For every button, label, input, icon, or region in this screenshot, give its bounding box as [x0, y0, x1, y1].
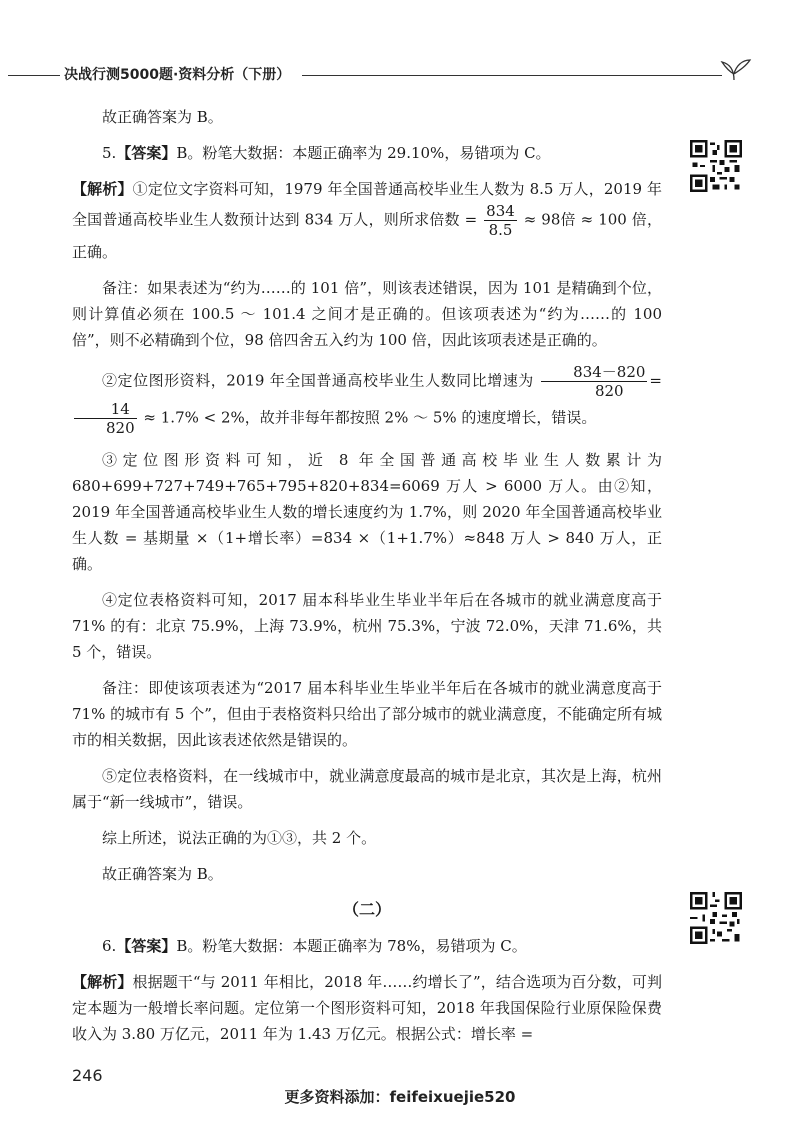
question-number: 5.: [102, 144, 117, 162]
question-5-analysis-1: [72, 176, 662, 265]
summary: 综上所述，说法正确的为①③，共 2 个。: [102, 829, 377, 847]
analysis-4: ④定位表格资料可知，2017 届本科毕业生毕业半年后在各城市的就业满意度高于 71% 的有：北京 75.9%，上海 73.9%，杭州 75.3%，宁波 72.0%，天津 71.6%，共 5 个，错误。: [72, 591, 662, 661]
qr-code-icon[interactable]: [690, 892, 742, 944]
fraction-denominator: 8.5: [488, 221, 513, 239]
final-answer: 故正确答案为 B。: [102, 865, 223, 883]
analysis-label: 【解析】: [72, 973, 133, 991]
header-rule-right: [302, 75, 722, 76]
question-5-answer-line: [72, 140, 662, 166]
question-6-answer-line: [72, 933, 662, 959]
analysis-text: ≈ 1.7% < 2%，故并非每年都按照 2% ～ 5% 的速度增长，错误。: [143, 408, 597, 427]
sprout-icon: [716, 52, 756, 82]
note-1: 备注：如果表述为“约为……的 101 倍”，则该表述错误，因为 101 是精确到个位，则计算值必须在 100.5 ～ 101.4 之间才是正确的。但该项表述为“约为……的 100 倍”，则不必精确到个位，98 倍四舍五入约为 100 倍，因此该项表述是正确的。: [72, 279, 662, 349]
analysis-label: 【解析】: [72, 180, 133, 198]
analysis-text: ≈ 98倍 ≈ 100 倍，正确。: [72, 210, 662, 261]
fraction-numerator: 834: [486, 202, 515, 220]
equals-sign: =: [649, 371, 662, 390]
answer-text: B。粉笔大数据：本题正确率为 78%，易错项为 C。: [176, 937, 527, 955]
page-number: 246: [72, 1066, 103, 1085]
answer-label: 【答案】: [116, 144, 177, 162]
fraction: [74, 400, 137, 437]
question-6-analysis: [72, 969, 662, 1047]
running-header-title: 决战行测5000题·资料分析（下册）: [64, 67, 291, 83]
fraction-numerator: 14: [74, 400, 137, 419]
analysis-2: [72, 363, 662, 437]
fraction: [484, 202, 517, 239]
fraction-numerator: 834－820: [541, 363, 647, 382]
qr-code-icon[interactable]: [690, 140, 742, 192]
analysis-3: ③定位图形资料可知，近 8 年全国普通高校毕业生人数累计为 680+699+727+749+765+795+820+834=6069 万人 > 6000 万人。由②知，2019 年全国普通高校毕业生人数的增长速度约为 1.7%，则 2020 年全国普通高校毕业生人数 = 基期量 ×（1+增长率）=834 ×（1+1.7%）≈848 万人 > 840 万人，正确。: [72, 451, 662, 573]
analysis-text: ②定位图形资料，2019 年全国普通高校毕业生人数同比增速为: [102, 371, 534, 390]
section-title: （二）: [342, 900, 391, 919]
answer-text: B。粉笔大数据：本题正确率为 29.10%，易错项为 C。: [176, 144, 551, 162]
analysis-5: ⑤定位表格资料，在一线城市中，就业满意度最高的城市是北京，其次是上海，杭州属于“新一线城市”，错误。: [72, 767, 662, 811]
answer-label: 【答案】: [116, 937, 177, 955]
analysis-text: ①定位文字资料可知，1979 年全国普通高校毕业生人数为 8.5 万人，2019 年全国普通高校毕业生人数预计达到 834 万人，则所求倍数 =: [72, 180, 662, 229]
header-rule-left: [8, 75, 60, 76]
note-2: 备注：即使该项表述为“2017 届本科毕业生毕业半年后在各城市的就业满意度高于 71% 的城市有 5 个”，但由于表格资料只给出了部分城市的就业满意度，不能确定所有城市的相关数据，因此该表述依然是错误的。: [72, 679, 662, 749]
question-number: 6.: [102, 937, 117, 955]
fraction: [541, 363, 647, 400]
fraction-denominator: 820: [594, 382, 624, 400]
analysis-text: 根据题干“与 2011 年相比，2018 年……约增长了”，结合选项为百分数，可判定本题为一般增长率问题。定位第一个图形资料可知，2018 年我国保险行业原保险保费收入为 3.80 万亿元，2011 年为 1.43 万亿元。根据公式：增长率 =: [72, 973, 662, 1043]
page-body: [72, 104, 662, 1057]
footer-contact-text: 更多资料添加：feifeixuejie520: [284, 1088, 516, 1106]
fraction-denominator: 820: [106, 419, 135, 437]
paragraph-previous-answer: 故正确答案为 B。: [102, 108, 223, 126]
